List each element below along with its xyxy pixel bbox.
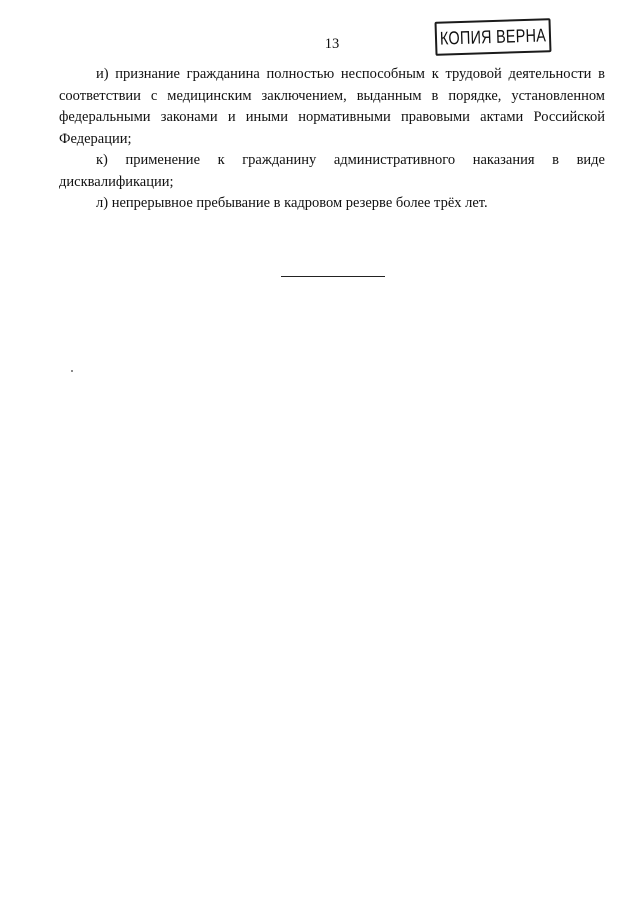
stamp-text: КОПИЯ ВЕРНА (439, 24, 547, 49)
scan-speck (71, 370, 73, 372)
copy-certified-stamp (434, 18, 551, 56)
paragraph-item-k: к) применение к гражданину административного наказания в виде дисквалификации; (59, 152, 605, 190)
closing-rule (281, 276, 385, 277)
paragraph-item-l: л) непрерывное пребывание в кадровом резерве более трёх лет. (96, 195, 488, 211)
page-number: 13 (324, 36, 340, 52)
paragraph-item-i: и) признание гражданина полностью неспособным к трудовой деятельности в соответствии с медицинским заключением, выданным в порядке, установленном федеральными законами и иными нормативными правовыми актами Российской Федерации; (59, 66, 605, 147)
document-body (59, 64, 605, 215)
